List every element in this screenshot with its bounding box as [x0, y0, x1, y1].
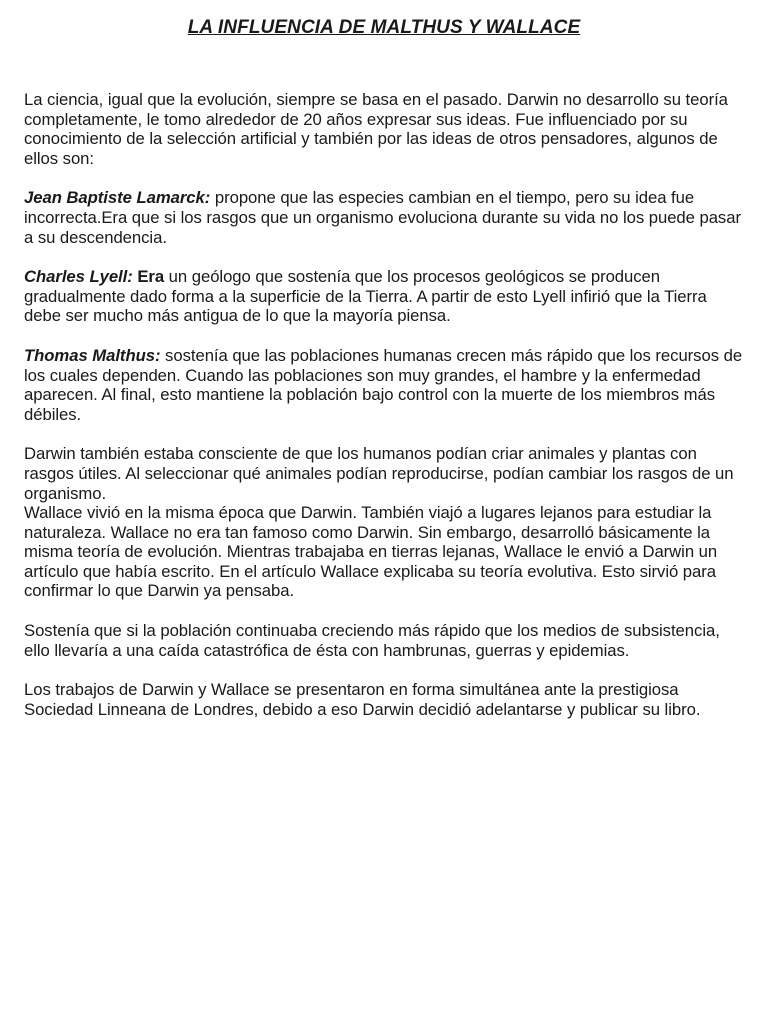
intro-paragraph: La ciencia, igual que la evolución, siempre se basa en el pasado. Darwin no desarrollo su teoría completamente, le tomo alrededor de 20 años expresar sus ideas. Fue influenciado por su conocimiento de la selección artificial y también por las ideas de otros pensadores, algunos de ellos son:: [24, 90, 728, 168]
wallace-paragraph: Wallace vivió en la misma época que Darwin. También viajó a lugares lejanos para estudiar la naturaleza. Wallace no era tan famoso como Darwin. Sin embargo, desarrolló básicamente la misma teoría de evolución. Mientras trabajaba en tierras lejanas, Wallace le envió a Darwin un artículo que había escrito. En el artículo Wallace explicaba su teoría evolutiva. Esto sirvió para confirmar lo que Darwin ya pensaba.: [24, 503, 718, 601]
document-body: [24, 90, 744, 719]
lyell-bold-word: Era: [132, 267, 165, 287]
population-paragraph: Sostenía que si la población continuaba creciendo más rápido que los medios de subsistencia, ello llevaría a una caída catastrófica de ésta con hambrunas, guerras y epidemias.: [24, 621, 720, 660]
conclusion-paragraph: Los trabajos de Darwin y Wallace se presentaron en forma simultánea ante la prestigiosa Sociedad Linneana de Londres, debido a eso Darwin decidió adelantarse y publicar su libro.: [24, 680, 701, 719]
document-title: LA INFLUENCIA DE MALTHUS Y WALLACE: [187, 17, 581, 38]
darwin-breeding-paragraph: Darwin también estaba consciente de que los humanos podían criar animales y plantas con rasgos útiles. Al seleccionar qué animales podían reproducirse, podían cambiar los rasgos de un organismo.: [24, 444, 734, 503]
malthus-text: sostenía que las poblaciones humanas crecen más rápido que los recursos de los cuales dependen. Cuando las poblaciones son muy grandes, el hambre y la enfermedad aparecen. Al final, esto mantiene la población bajo control con la muerte de los miembros más débiles.: [24, 345, 743, 424]
lamarck-text: propone que las especies cambian en el tiempo, pero su idea fue incorrecta.Era que si los rasgos que un organismo evoluciona durante su vida no los puede pasar a su descendencia.: [24, 188, 741, 247]
malthus-name: Thomas Malthus:: [24, 345, 161, 365]
lamarck-paragraph: [24, 188, 744, 247]
lyell-name: Charles Lyell:: [24, 267, 133, 287]
lyell-text: un geólogo que sostenía que los procesos geológicos se producen gradualmente dado forma a la superficie de la Tierra. A partir de esto Lyell infirió que la Tierra debe ser mucho más antigua de lo que la mayoría piensa.: [24, 267, 707, 326]
lyell-paragraph: [24, 267, 744, 326]
malthus-paragraph: [24, 346, 744, 424]
lamarck-name: Jean Baptiste Lamarck:: [24, 188, 211, 208]
